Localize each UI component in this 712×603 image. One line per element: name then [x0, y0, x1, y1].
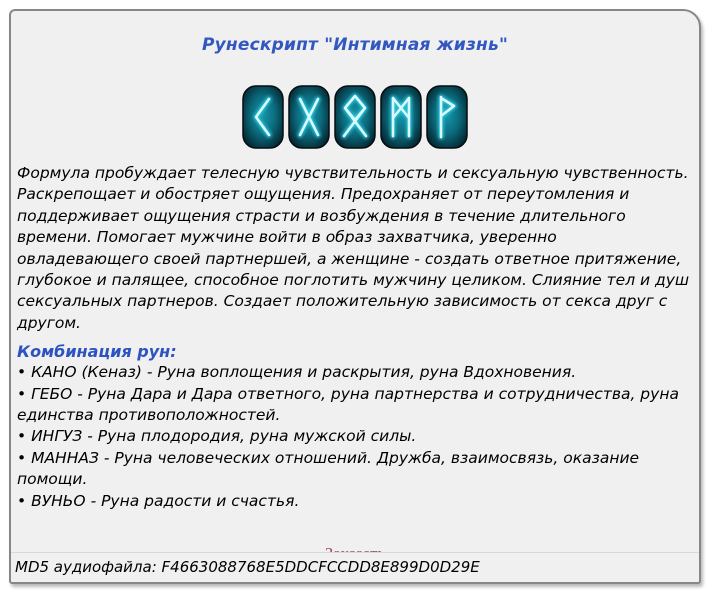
rune-list-item-inguz: • ИНГУЗ - Руна плодородия, руна мужской силы.	[17, 427, 417, 446]
formula-description: Формула пробуждает телесную чувствительность и сексуальную чувственность. Раскрепощает и обостряет ощущения. Предохраняет от переутомления и поддерживает ощущения страсти и возбуждения в течение длительного времени. Помогает мужчине войти в образ захватчика, уверенно овладевающего своей партнершей, а женщине - создать ответное притяжение, глубокое и палящее, способное поглотить мужчину целиком. Слияние тел и душ сексуальных партнеров. Создает положительную зависимость от секса друг с другом.	[17, 164, 690, 332]
rune-list-item-wunjo: • ВУНЬО - Руна радости и счастья.	[17, 491, 300, 510]
inguz-rune-icon	[334, 85, 376, 149]
md5-audio-line: MD5 аудиофайла: F4663088768E5DDCFCCDD8E899D0D29E	[11, 552, 699, 582]
mannaz-rune-icon	[380, 85, 422, 149]
combination-heading: Комбинация рун:	[17, 342, 177, 362]
rune-images-row	[11, 85, 699, 149]
page-title: Рунескрипт "Интимная жизнь"	[201, 35, 509, 55]
gebo-rune-icon	[288, 85, 330, 149]
rune-list-item-gebo: • ГЕБО - Руна Дара и Дара ответного, руна партнерства и сотрудничества, руна единства противоположностей.	[17, 384, 679, 425]
kano-rune-icon	[242, 85, 284, 149]
runescript-panel	[9, 9, 701, 584]
rune-list-item-kano: • КАНО (Кеназ) - Руна воплощения и раскрытия, руна Вдохновения.	[17, 363, 577, 382]
rune-list-item-mannaz: • МАННАЗ - Руна человеческих отношений. Дружба, взаимосвязь, оказание помощи.	[17, 448, 640, 489]
wunjo-rune-icon	[426, 85, 468, 149]
